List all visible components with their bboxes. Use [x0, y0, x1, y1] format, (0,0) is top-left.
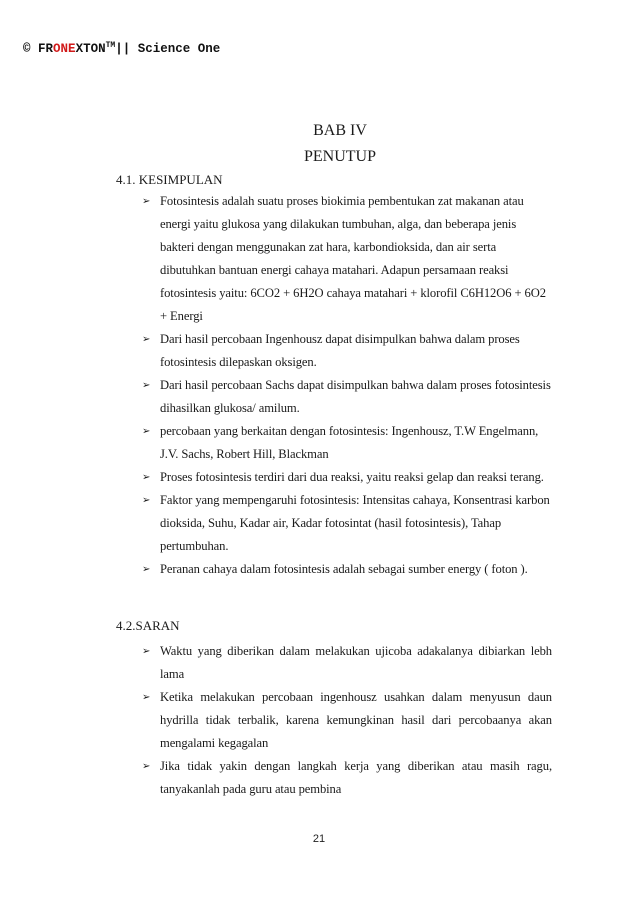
list-item: ➢ Fotosintesis adalah suatu proses biokimia pembentukan zat makanan atau energi yaitu glukosa yang dilakukan tumbuhan, alga, dan beberapa jenis bakteri dengan menggunakan zat hara, karbondioksida, dan air serta dibutuhkan bantuan energi cahaya matahari. Adapun persamaan reaksi fotosintesis yaitu: 6CO2 + 6H2O cahaya matahari + klorofil C6H12O6 + 6O2 + Energi	[142, 190, 552, 328]
arrow-bullet-icon: ➢	[142, 495, 151, 506]
section-heading-kesimpulan: 4.1. KESIMPULAN	[116, 172, 223, 187]
chapter-number: BAB IV	[313, 122, 367, 139]
list-item: ➢ Jika tidak yakin dengan langkah kerja yang diberikan atau masih ragu, tanyakanlah pada guru atau pembina	[142, 755, 552, 801]
page-number: 21	[312, 833, 326, 845]
section-heading-saran: 4.2.SARAN	[116, 618, 180, 633]
list-item: ➢ Dari hasil percobaan Ingenhousz dapat disimpulkan bahwa dalam proses fotosintesis dilepaskan oksigen.	[142, 328, 552, 374]
saran-list	[142, 640, 552, 801]
arrow-bullet-icon: ➢	[142, 646, 151, 657]
brand-part3: XTON	[75, 42, 106, 56]
arrow-bullet-icon: ➢	[142, 564, 151, 575]
brand-part1: FR	[38, 42, 54, 56]
list-item: ➢ Faktor yang mempengaruhi fotosintesis: Intensitas cahaya, Konsentrasi karbon dioksida, Suhu, Kadar air, Kadar fotosintat (hasil fotosintesis), Tahap pertumbuhan.	[142, 489, 552, 558]
list-item: ➢ Waktu yang diberikan dalam melakukan ujicoba adakalanya dibiarkan lebh lama	[142, 640, 552, 686]
arrow-bullet-icon: ➢	[142, 472, 151, 483]
list-item: ➢ Proses fotosintesis terdiri dari dua reaksi, yaitu reaksi gelap dan reaksi terang.	[142, 466, 552, 489]
arrow-bullet-icon: ➢	[142, 196, 151, 207]
arrow-bullet-icon: ➢	[142, 692, 151, 703]
trademark-mark: TM	[105, 41, 116, 50]
header-suffix: || Science One	[115, 42, 221, 56]
arrow-bullet-icon: ➢	[142, 380, 151, 391]
list-item: ➢ Ketika melakukan percobaan ingenhousz usahkan dalam menyusun daun hydrilla tidak terbalik, karena kemungkinan hasil dari percobaanya akan mengalami kegagalan	[142, 686, 552, 755]
list-item: ➢ Dari hasil percobaan Sachs dapat disimpulkan bahwa dalam proses fotosintesis dihasilkan glukosa/ amilum.	[142, 374, 552, 420]
copyright-symbol: ©	[23, 42, 31, 56]
arrow-bullet-icon: ➢	[142, 334, 151, 345]
page-header	[23, 41, 220, 56]
brand-part2: ONE	[53, 42, 76, 56]
list-item: ➢ percobaan yang berkaitan dengan fotosintesis: Ingenhousz, T.W Engelmann, J.V. Sachs, Robert Hill, Blackman	[142, 420, 552, 466]
arrow-bullet-icon: ➢	[142, 426, 151, 437]
kesimpulan-list	[142, 190, 552, 581]
chapter-title: PENUTUP	[303, 148, 376, 165]
list-item: ➢ Peranan cahaya dalam fotosintesis adalah sebagai sumber energy ( foton ).	[142, 558, 552, 581]
arrow-bullet-icon: ➢	[142, 761, 151, 772]
